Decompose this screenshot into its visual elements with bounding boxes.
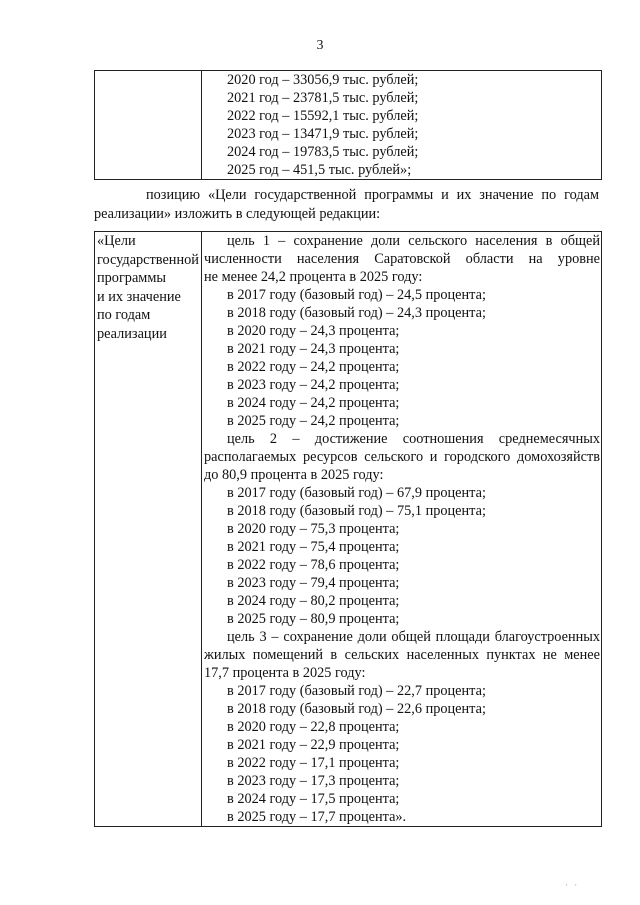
table-cell-funding bbox=[202, 71, 602, 180]
funding-line: 2021 год – 23781,5 тыс. рублей; bbox=[227, 90, 419, 106]
position-name-line: «Цели bbox=[97, 233, 136, 249]
position-name-line: по годам bbox=[97, 307, 151, 323]
position-name-cell bbox=[95, 232, 202, 827]
goal-value-line: в 2018 году (базовый год) – 75,1 процента; bbox=[227, 503, 486, 519]
goals-content-cell bbox=[202, 232, 602, 827]
funding-line: 2024 год – 19783,5 тыс. рублей; bbox=[227, 144, 419, 160]
goal-heading-line: 17,7 процента в 2025 году: bbox=[204, 665, 366, 681]
table-row bbox=[95, 71, 602, 180]
table-row bbox=[95, 232, 602, 827]
goal-2-block bbox=[202, 430, 601, 628]
goal-value-line: в 2018 году (базовый год) – 22,6 процента; bbox=[227, 701, 486, 717]
goal-value-line: в 2023 году – 79,4 процента; bbox=[227, 575, 400, 591]
funding-line: 2023 год – 13471,9 тыс. рублей; bbox=[227, 126, 419, 142]
goal-value-line: в 2023 году – 24,2 процента; bbox=[227, 377, 400, 393]
goal-heading-line: цель 3 – сохранение доли общей площади благоустроенных bbox=[227, 629, 600, 645]
position-name-line: реализации bbox=[97, 325, 167, 342]
goal-heading-line: цель 1 – сохранение доли сельского населения в общей bbox=[227, 233, 600, 249]
goal-heading-line: жилых помещений в сельских населенных пунктах не менее bbox=[204, 647, 600, 663]
goal-value-line: в 2025 году – 24,2 процента; bbox=[227, 413, 400, 429]
scan-marks: · · bbox=[565, 880, 580, 890]
goals-table bbox=[94, 231, 602, 827]
goal-value-line: в 2020 году – 22,8 процента; bbox=[227, 719, 400, 735]
goal-value-line: в 2025 году – 17,7 процента». bbox=[227, 809, 407, 825]
goal-value-line: в 2017 году (базовый год) – 24,5 процента; bbox=[227, 287, 486, 303]
goal-value-line: в 2022 году – 78,6 процента; bbox=[227, 557, 400, 573]
goal-value-line: в 2024 году – 17,5 процента; bbox=[227, 791, 400, 807]
goal-heading-line: до 80,9 процента в 2025 году: bbox=[204, 467, 384, 483]
goal-value-line: в 2025 году – 80,9 процента; bbox=[227, 611, 400, 627]
goal-heading-line: располагаемых ресурсов сельского и городского домохозяйств bbox=[204, 449, 600, 465]
page-number: 3 bbox=[316, 38, 324, 53]
goal-value-line: в 2021 году – 75,4 процента; bbox=[227, 539, 400, 555]
goal-value-line: в 2017 году (базовый год) – 67,9 процента; bbox=[227, 485, 486, 501]
position-name-line: программы bbox=[97, 270, 167, 286]
goal-value-line: в 2017 году (базовый год) – 22,7 процента; bbox=[227, 683, 486, 699]
funding-line: 2020 год – 33056,9 тыс. рублей; bbox=[227, 72, 419, 88]
position-name-line: государственной bbox=[97, 251, 199, 268]
goal-value-line: в 2021 году – 22,9 процента; bbox=[227, 737, 400, 753]
goal-value-line: в 2020 году – 75,3 процента; bbox=[227, 521, 400, 537]
table-cell-empty bbox=[95, 71, 202, 180]
goal-heading-line: численности населения Саратовской области на уровне bbox=[204, 251, 600, 267]
goal-value-line: в 2022 году – 17,1 процента; bbox=[227, 755, 400, 771]
paragraph-line-1: позицию «Цели государственной программы и их значение по годам bbox=[146, 187, 599, 203]
goal-heading-line: цель 2 – достижение соотношения среднемесячных bbox=[227, 431, 600, 447]
goal-value-line: в 2020 году – 24,3 процента; bbox=[227, 323, 400, 339]
goal-heading-line: не менее 24,2 процента в 2025 году: bbox=[204, 269, 423, 285]
goal-value-line: в 2024 году – 80,2 процента; bbox=[227, 593, 400, 609]
funding-line: 2025 год – 451,5 тыс. рублей»; bbox=[227, 162, 412, 178]
funding-table bbox=[94, 70, 602, 180]
goal-value-line: в 2024 году – 24,2 процента; bbox=[227, 395, 400, 411]
goal-value-line: в 2021 году – 24,3 процента; bbox=[227, 341, 400, 357]
goal-value-line: в 2023 году – 17,3 процента; bbox=[227, 773, 400, 789]
amendment-paragraph bbox=[94, 186, 599, 224]
goal-3-block bbox=[202, 628, 601, 826]
goal-value-line: в 2022 году – 24,2 процента; bbox=[227, 359, 400, 375]
goal-value-line: в 2018 году (базовый год) – 24,3 процента; bbox=[227, 305, 486, 321]
paragraph-line-2: реализации» изложить в следующей редакции: bbox=[94, 206, 381, 222]
goal-1-block bbox=[202, 232, 601, 430]
funding-line: 2022 год – 15592,1 тыс. рублей; bbox=[227, 108, 419, 124]
position-name-line: и их значение bbox=[97, 288, 181, 305]
